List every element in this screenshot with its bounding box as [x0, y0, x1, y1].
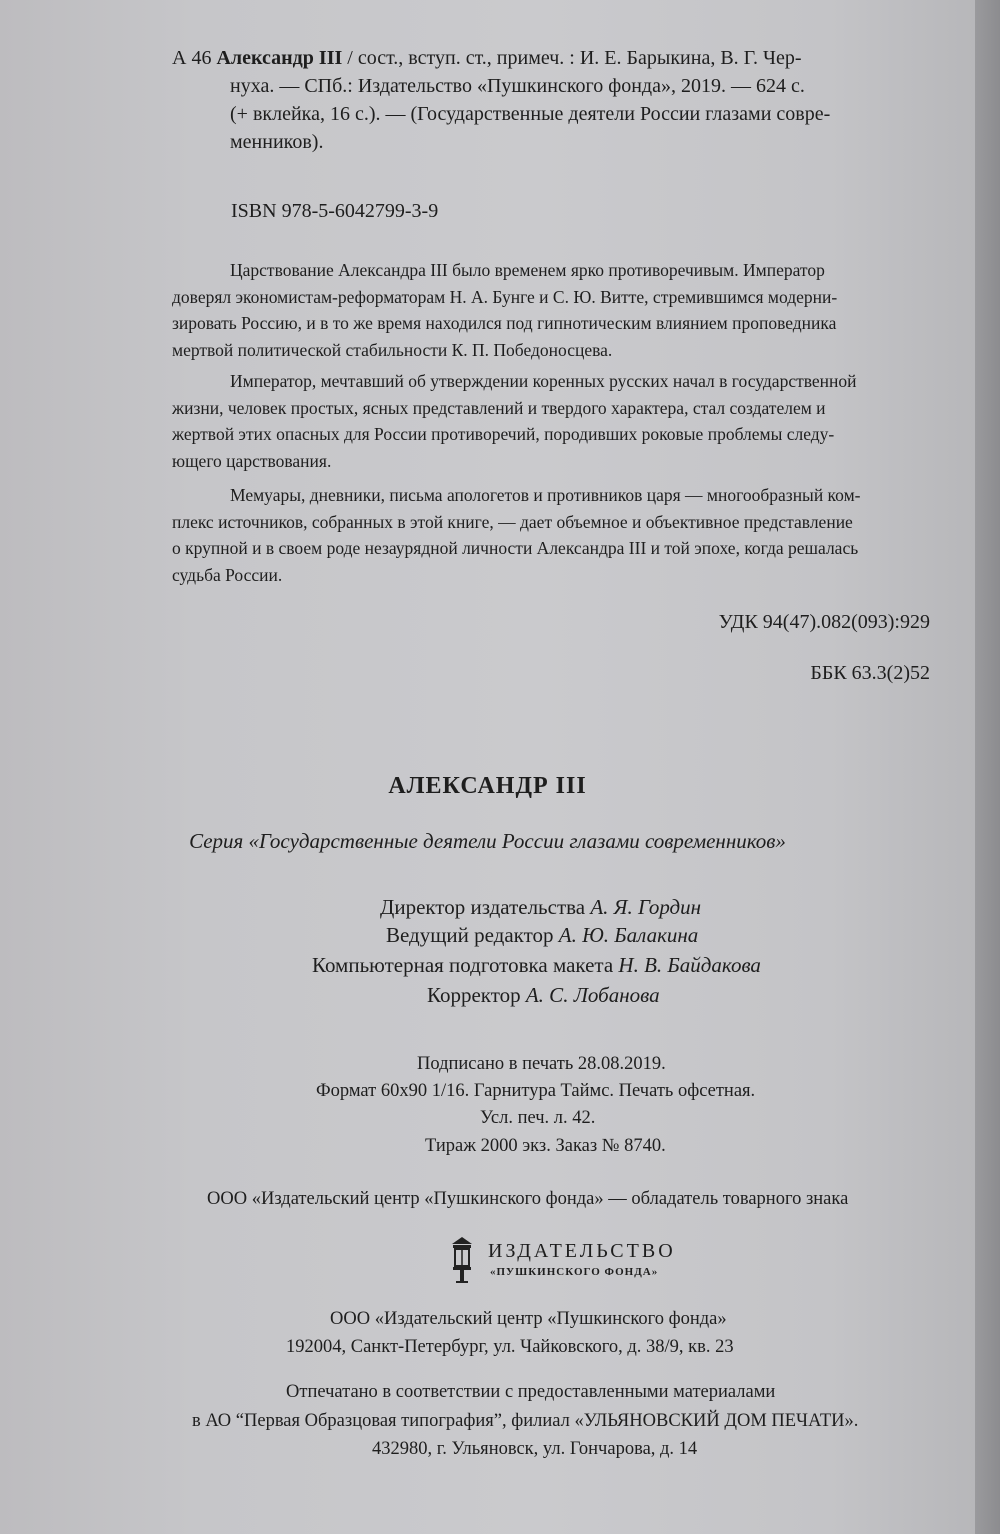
- annotation-line: плекс источников, собранных в этой книге, — дает объемное и объективное представление: [172, 511, 853, 532]
- printer-line-1: Отпечатано в соответствии с предоставленными материалами: [286, 1382, 776, 1402]
- annotation-line: зировать Россию, и в то же время находился под гипнотическим влиянием проповедника: [172, 313, 837, 333]
- annotation-line: судьба России.: [172, 564, 283, 585]
- credit-role: Корректор: [427, 983, 526, 1007]
- print-signed: Подписано в печать 28.08.2019.: [417, 1054, 666, 1074]
- print-sheets: Усл. печ. л. 42.: [480, 1108, 596, 1128]
- credit-role: Директор издательства: [380, 895, 591, 919]
- book-title: АЛЕКСАНДР III: [388, 773, 587, 799]
- logo-wordmark-top: ИЗДАТЕЛЬСТВО: [488, 1240, 676, 1262]
- credit-name: Н. В. Байдакова: [618, 953, 761, 977]
- credit-director: [380, 896, 701, 919]
- logo-wordmark-bottom: «ПУШКИНСКОГО ФОНДА»: [490, 1266, 659, 1278]
- isbn: ISBN 978-5-6042799-3-9: [231, 200, 439, 222]
- credit-name: А. Я. Гордин: [590, 895, 702, 919]
- printer-line-3: 432980, г. Ульяновск, ул. Гончарова, д. 14: [372, 1439, 698, 1459]
- bib-line-3: (+ вклейка, 16 с.). — (Государственные деятели России глазами совре-: [230, 103, 831, 125]
- publisher-name: ООО «Издательский центр «Пушкинского фонда»: [330, 1309, 727, 1329]
- bib-line-2: нуха. — СПб.: Издательство «Пушкинского фонда», 2019. — 624 с.: [230, 75, 805, 97]
- annotation-paragraph-1: [172, 257, 967, 363]
- udk-code: УДК 94(47).082(093):929: [718, 611, 930, 633]
- credit-editor: [386, 924, 698, 947]
- bibliographic-record: [172, 44, 964, 156]
- credit-proofreader: [427, 984, 660, 1007]
- credit-name: А. С. Лобанова: [525, 983, 660, 1007]
- bib-line-1: [172, 44, 964, 72]
- annotation-line: Царствование Александра III было временем ярко противоречивым. Император: [230, 260, 825, 280]
- bib-responsibility: / сост., вступ. ст., примеч. : И. Е. Барыкина, В. Г. Чер-: [342, 47, 802, 69]
- credit-name: А. Ю. Балакина: [558, 923, 699, 947]
- bib-author: Александр III: [216, 47, 343, 69]
- print-format: Формат 60х90 1/16. Гарнитура Таймс. Печать офсетная.: [316, 1081, 756, 1101]
- bbk-code: ББК 63.3(2)52: [810, 662, 930, 684]
- bib-line-4: менников).: [230, 131, 324, 153]
- bib-code: А 46: [172, 47, 217, 69]
- page-edge: [975, 0, 1000, 1534]
- credit-layout: [312, 954, 761, 977]
- publisher-address: 192004, Санкт-Петербург, ул. Чайковского, д. 38/9, кв. 23: [286, 1337, 734, 1357]
- credit-role: Ведущий редактор: [386, 923, 559, 947]
- annotation-line: жизни, человек простых, ясных представлений и твердого характера, стал создателем и: [172, 397, 826, 418]
- annotation-line: ющего царствования.: [172, 450, 332, 471]
- annotation-paragraph-2: [172, 368, 967, 474]
- annotation-line: доверял экономистам-реформаторам Н. А. Бунге и С. Ю. Витте, стремившимся модерни-: [172, 286, 838, 307]
- series-title: Серия «Государственные деятели России глазами современников»: [189, 829, 786, 853]
- annotation-line: мертвой политической стабильности К. П. Победоносцева.: [172, 339, 613, 360]
- annotation-line: жертвой этих опасных для России противоречий, породивших роковые проблемы следу-: [172, 424, 835, 444]
- trademark-notice: ООО «Издательский центр «Пушкинского фонда» — обладатель товарного знака: [207, 1189, 849, 1209]
- print-run: Тираж 2000 экз. Заказ № 8740.: [425, 1136, 666, 1156]
- publisher-logo: [446, 1236, 686, 1284]
- annotation-paragraph-3: [172, 482, 967, 588]
- annotation-line: Император, мечтавший об утверждении коренных русских начал в государственной: [230, 371, 857, 391]
- annotation-line: о крупной и в своем роде незаурядной личности Александра III и той эпохе, когда решалась: [172, 538, 859, 558]
- credit-role: Компьютерная подготовка макета: [312, 953, 619, 977]
- printer-line-2: в АО “Первая Образцовая типография”, филиал «УЛЬЯНОВСКИЙ ДОМ ПЕЧАТИ».: [192, 1411, 859, 1431]
- lantern-icon: [446, 1236, 478, 1284]
- annotation-line: Мемуары, дневники, письма апологетов и противников царя — многообразный ком-: [230, 485, 861, 505]
